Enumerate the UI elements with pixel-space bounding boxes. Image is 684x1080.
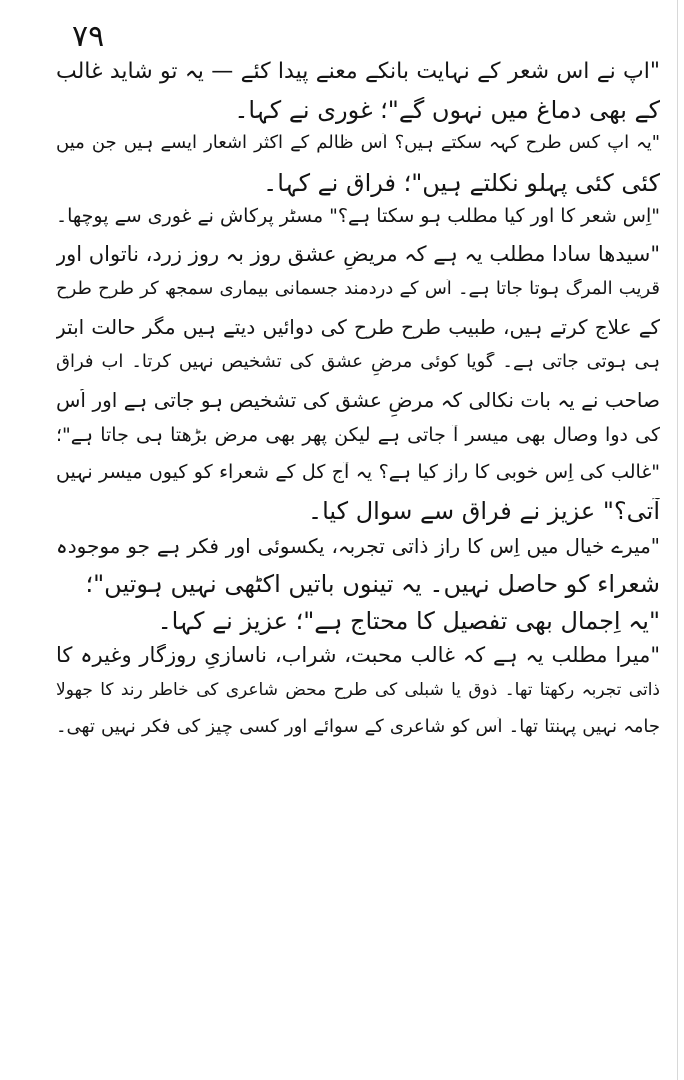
text-line: آتی؟" عزیز نے فراق سے سوال کیا۔ (308, 498, 660, 525)
text-line: "میرے خیال میں اِس کا راز ذاتی تجربہ، یکسوئی اور فکر ہے جو موجودہ (56, 534, 660, 558)
page-number: ۷۹ (72, 19, 105, 54)
text-line: ہی ہوتی جاتی ہے۔ گویا کوئی مرضِ عشق کی تشخیص نہیں کرتا۔ اب فراق (56, 352, 660, 372)
text-line: کے علاج کرتے ہیں، طبیب طرح طرح کی دوائیں دیتے ہیں مگر حالت ابتر (56, 315, 660, 339)
text-line: "یہ آپ کس طرح کہہ سکتے ہیں؟ اُس ظالم کے اکثر اشعار ایسے ہیں جن میں (56, 133, 660, 153)
text-line: "غالب کی اِس خوبی کا راز کیا ہے؟ یہ آج کل کے شعراء کو کیوں میسر نہیں (56, 461, 660, 483)
body-text (56, 60, 660, 754)
text-line: ذاتی تجربہ رکھتا تھا۔ ذوق یا شبلی کی طرح محض شاعری کی خاطر رند کا جھولا (56, 680, 660, 700)
text-line: کی دوا وصال بھی میسر آ جاتی ہے لیکن پھر بھی مرض بڑھتا ہی جاتا ہے"؛ (56, 425, 660, 446)
text-line: صاحب نے یہ بات نکالی کہ مرضِ عشق کی تشخیص ہو جاتی ہے اور اُس (56, 388, 660, 412)
text-line: کئی کئی پہلو نکلتے ہیں"؛ فراق نے کہا۔ (263, 169, 660, 197)
text-line: قریب المرگ ہوتا جاتا ہے۔ اُس کے دردمند جسمانی بیماری سمجھ کر طرح طرح (56, 279, 660, 299)
page-edge-line (677, 0, 678, 1080)
text-line: "یہ اِجمال بھی تفصیل کا محتاج ہے"؛ عزیز نے کہا۔ (157, 607, 660, 635)
text-line: "سیدھا سادا مطلب یہ ہے کہ مریضِ عشق روز بہ روز زرد، ناتواں اور (56, 242, 660, 266)
text-line: "آپ نے اس شعر کے نہایت بانکے معنے پیدا کئے — یہ تو شاید غالب (56, 60, 660, 84)
text-line: "اِس شعر کا اور کیا مطلب ہو سکتا ہے؟" مسٹر پرکاش نے غوری سے پوچھا۔ (56, 206, 660, 227)
text-line: جامہ نہیں پہنتا تھا۔ اُس کو شاعری کے سوائے اور کسی چیز کی فکر نہیں تھی۔ (56, 717, 660, 737)
text-line: "میرا مطلب یہ ہے کہ غالب محبت، شراب، ناسازیِ روزگار وغیرہ کا (56, 644, 660, 667)
text-line: کے بھی دماغ میں نہوں گے"؛ غوری نے کہا۔ (234, 96, 660, 124)
text-line: شعراء کو حاصل نہیں۔ یہ تینوں باتیں اکٹھی نہیں ہوتیں"؛ (85, 571, 660, 598)
